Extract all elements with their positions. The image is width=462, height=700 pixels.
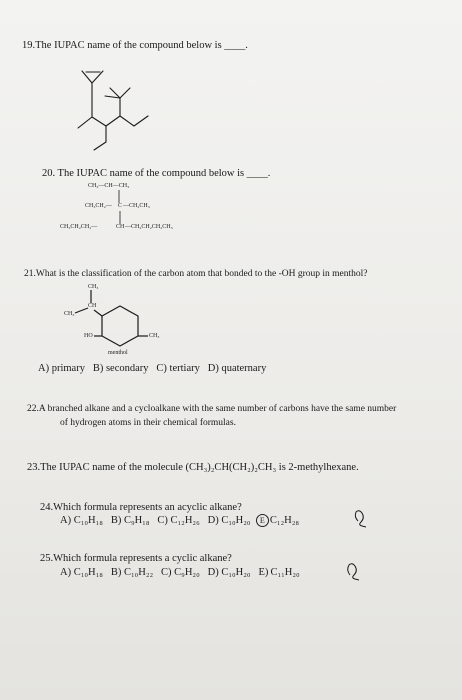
- q20-row1: CH₃—CH—CH₃: [88, 183, 130, 189]
- q25-option-c[interactable]: C) C₉H₂₀: [161, 567, 200, 578]
- menthol-ch: CH: [88, 303, 97, 309]
- question-22-line1: 22.A branched alkane and a cycloalkane with the same number of carbons have the same number: [27, 404, 397, 414]
- menthol-ch3-top: CH₃: [88, 284, 99, 290]
- q25-option-b[interactable]: B) C₁₀H₂₂: [110, 567, 154, 578]
- question-20-text: 20. The IUPAC name of the compound below is: [42, 168, 245, 179]
- q24-option-c[interactable]: C) C₁₂H₂₆: [157, 515, 200, 526]
- q21-option-a[interactable]: A) primary: [38, 363, 85, 374]
- q20-row2-left: CH₃CH₂—: [85, 203, 112, 209]
- q24-option-d[interactable]: D) C₁₀H₂₀: [207, 515, 251, 526]
- q20-row3-right: —CH₂CH₂CH₂CH₃: [125, 224, 173, 230]
- q24-option-e-formula: C₁₂H₂₈: [269, 515, 300, 526]
- q21-option-c[interactable]: C) tertiary: [156, 363, 200, 374]
- question-21-text: 21.What is the classification of the carbon atom that bonded to the -OH group in menthol?: [24, 269, 368, 279]
- q25-option-a[interactable]: A) C₁₀H₁₈: [60, 567, 103, 578]
- q25-option-e[interactable]: E) C₁₁H₂₀: [258, 567, 300, 578]
- question-20-blank: ____.: [246, 168, 271, 179]
- q20-row3-center: CH: [116, 224, 125, 230]
- q20-row2-right: —CH₂CH₃: [123, 203, 150, 209]
- question-19-blank: ____.: [224, 40, 248, 51]
- question-23-text: 23.The IUPAC name of the molecule (CH₃)₂CH(CH₂)₂CH₃ is 2-methylhexane.: [27, 462, 359, 473]
- menthol-ch3-right: CH₃: [149, 333, 160, 339]
- q24-option-e-circled-letter: E: [256, 514, 269, 527]
- menthol-name: menthol: [108, 350, 128, 356]
- q21-option-d[interactable]: D) quaternary: [207, 363, 267, 374]
- question-22-line2: of hydrogen atoms in their chemical formulas.: [60, 418, 236, 428]
- q21-option-b[interactable]: B) secondary: [92, 363, 149, 374]
- q25-option-d[interactable]: D) C₁₀H₂₀: [207, 567, 251, 578]
- question-19-text: 19.The IUPAC name of the compound below is: [22, 40, 222, 51]
- q24-option-a[interactable]: A) C₁₀H₁₈: [60, 515, 103, 526]
- q24-option-b[interactable]: B) C₉H₁₈: [110, 515, 150, 526]
- menthol-ch3-left: CH₃: [64, 311, 75, 317]
- menthol-ho: HO: [84, 333, 93, 339]
- q20-row3-left: CH₃CH₂CH₂—: [60, 224, 98, 230]
- question-25-text: 25.Which formula represents a cyclic alkane?: [40, 553, 232, 564]
- question-24-text: 24.Which formula represents an acyclic alkane?: [40, 502, 242, 513]
- q20-row2-center: C: [118, 203, 123, 209]
